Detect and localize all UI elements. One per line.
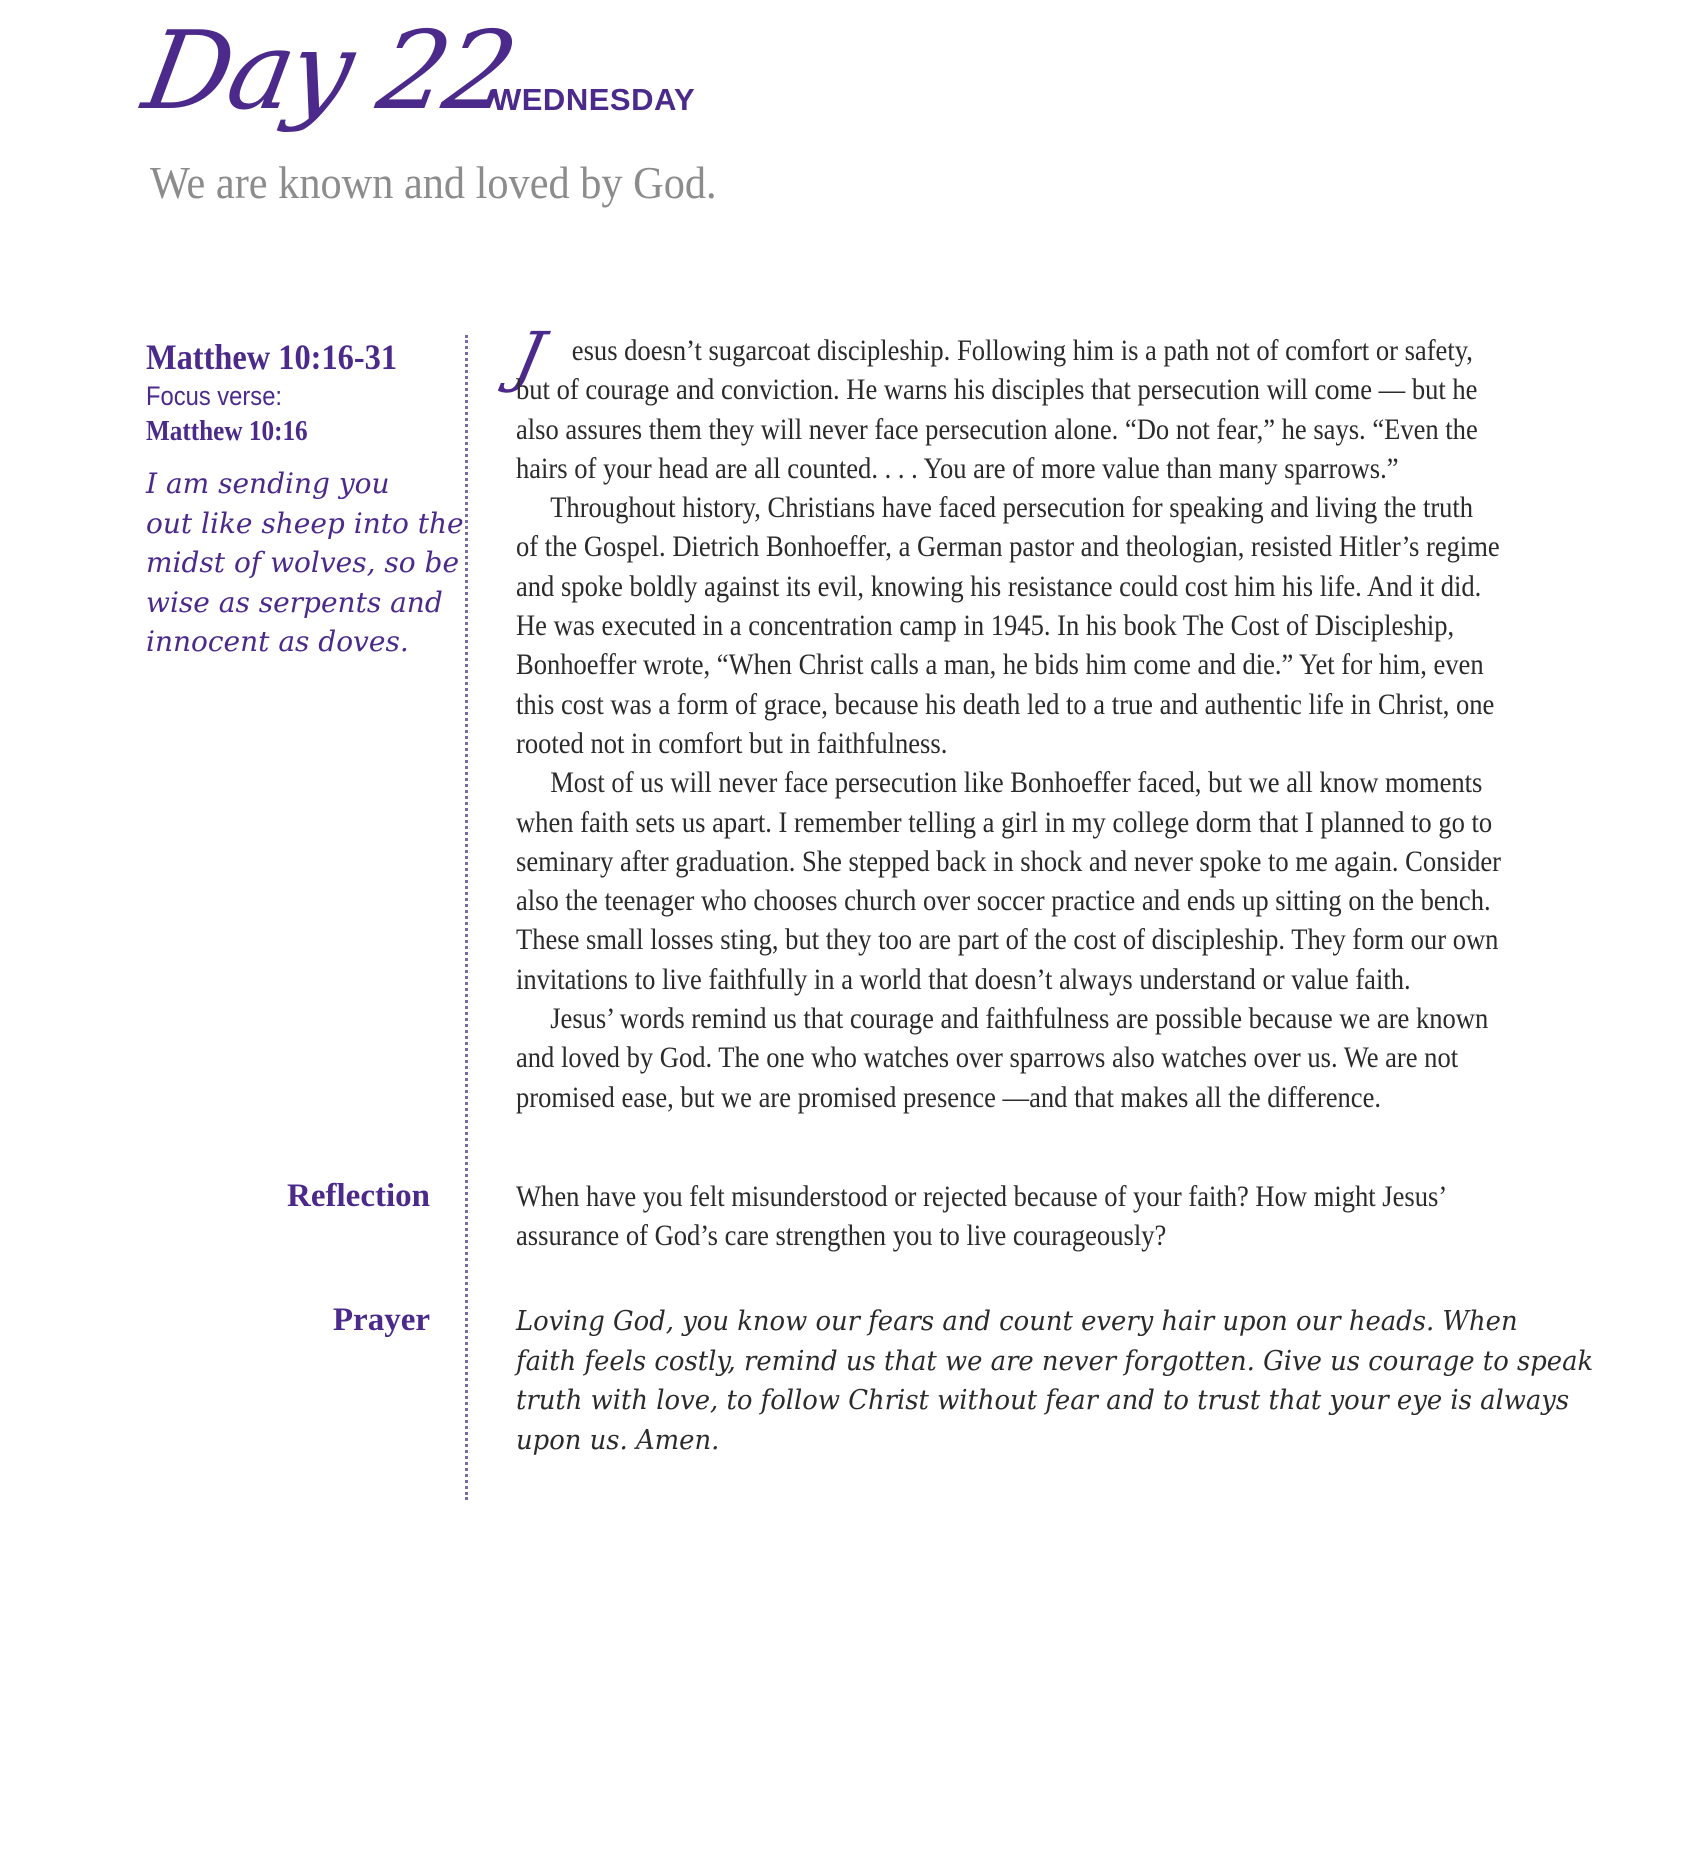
reflection-line: assurance of God’s care strengthen you to live courageously? [516,1220,1167,1253]
body-line: Bonhoeffer wrote, “When Christ calls a man, he bids him come and die.” Yet for him, even [516,649,1484,682]
focus-verse-line: innocent as doves. [146,625,409,659]
body-line: rooted not in comfort but in faithfulness. [516,727,948,760]
prayer-line: Loving God, you know our fears and count every hair upon our heads. When [516,1305,1518,1337]
prayer-text [516,1302,1662,1460]
body-line: Jesus’ words remind us that courage and faithfulness are possible because we are known [550,1003,1489,1036]
reflection-text [516,1178,1551,1257]
body-line: seminary after graduation. She stepped back in shock and never spoke to me again. Consider [516,845,1502,878]
focus-verse-line: out like sheep into the [146,506,464,540]
body-line: promised ease, but we are promised presence —and that makes all the difference. [516,1081,1381,1114]
weekday-label: WEDNESDAY [492,82,696,117]
devotion-body [507,318,1566,1118]
reflection-heading: Reflection [287,1178,430,1214]
focus-verse-reference: Matthew 10:16 [146,416,308,448]
day-title: Day 22 [135,9,523,134]
body-line: and spoke boldly against its evil, knowing his resistance could cost him his life. And it did. [516,570,1482,603]
scripture-reference: Matthew 10:16-31 [146,337,398,377]
page-subtitle: We are known and loved by God. [150,157,717,208]
body-line: but of courage and conviction. He warns his disciples that persecution will come — but he [516,374,1478,407]
dotted-divider [465,335,468,1500]
focus-verse-label: Focus verse: [146,381,283,412]
focus-verse-line: I am sending you [146,467,390,501]
prayer-line: truth with love, to follow Christ without fear and to trust that your eye is always [516,1384,1570,1416]
sidebar [146,336,464,662]
focus-verse-line: wise as serpents and [146,585,443,619]
body-line: He was executed in a concentration camp in 1945. In his book The Cost of Discipleship, [516,610,1455,643]
prayer-line: upon us. Amen. [516,1423,720,1456]
body-line: when faith sets us apart. I remember telling a girl in my college dorm that I planned to go to [516,806,1493,839]
body-line: Most of us will never face persecution like Bonhoeffer faced, but we all know moments [550,767,1483,800]
body-line: also assures them they will never face persecution alone. “Do not fear,” he says. “Even the [516,413,1478,446]
prayer-heading: Prayer [332,1302,430,1338]
drop-cap: J [507,318,551,395]
body-line: These small losses sting, but they too are part of the cost of discipleship. They form our own [516,924,1499,957]
body-line: also the teenager who chooses church over soccer practice and ends up sitting on the bench. [516,885,1491,918]
focus-verse-line: midst of wolves, so be [146,546,460,580]
body-line: and loved by God. The one who watches over sparrows also watches over us. We are not [516,1042,1459,1075]
reflection-line: When have you felt misunderstood or rejected because of your faith? How might Jesus’ [516,1181,1448,1213]
body-line: Throughout history, Christians have faced persecution for speaking and living the truth [550,492,1474,525]
body-line: invitations to live faithfully in a world that doesn’t always understand or value faith. [516,963,1411,996]
prayer-line: faith feels costly, remind us that we are never forgotten. Give us courage to speak [516,1344,1594,1377]
body-line: of the Gospel. Dietrich Bonhoeffer, a German pastor and theologian, resisted Hitler’s regime [516,531,1500,564]
focus-verse-text [146,464,464,662]
body-line: hairs of your head are all counted. . . . You are of more value than many sparrows.” [516,452,1399,485]
body-line: esus doesn’t sugarcoat discipleship. Following him is a path not of comfort or safety, [571,335,1473,367]
body-line: this cost was a form of grace, because his death led to a true and authentic life in Christ, one [516,688,1495,721]
